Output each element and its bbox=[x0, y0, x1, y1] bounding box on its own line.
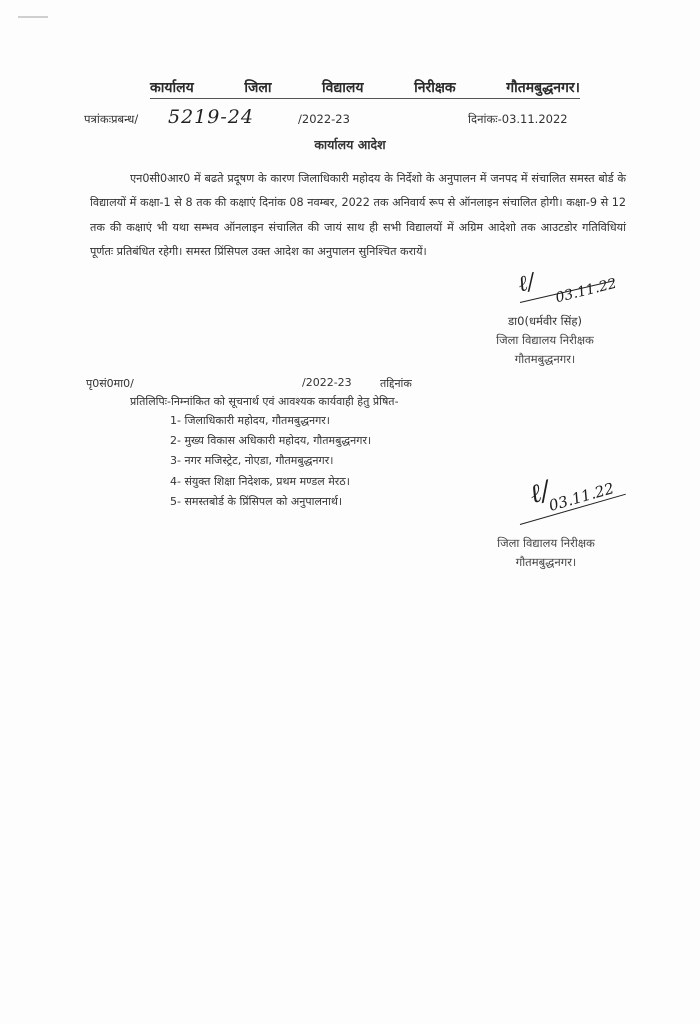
list-item: 2- मुख्य विकास अधिकारी महोदय, गौतमबुद्धनगर। bbox=[170, 434, 372, 448]
officer-designation: जिला विद्यालय निरीक्षक bbox=[496, 333, 594, 347]
header-word: गौतमबुद्धनगर। bbox=[506, 80, 580, 96]
signature-date-handwritten: 03.11.22 bbox=[546, 479, 616, 515]
endorsement-date: तद्दिनांक bbox=[380, 377, 412, 390]
reference-date: दिनांकः-03.11.2022 bbox=[468, 112, 568, 126]
list-item: 4- संयुक्त शिक्षा निदेशक, प्रथम मण्डल मेरठ। bbox=[170, 474, 350, 488]
order-title: कार्यालय आदेश bbox=[314, 137, 386, 152]
header-word: निरीक्षक bbox=[414, 80, 456, 96]
officer-signature-block bbox=[472, 534, 620, 572]
reference-number-handwritten: 5219-24 bbox=[168, 106, 254, 128]
signature-scribble: ℓ∕ bbox=[526, 475, 554, 511]
reference-line bbox=[84, 108, 584, 132]
list-item: 3- नगर मजिस्ट्रेट, नोएडा, गौतमबुद्धनगर। bbox=[170, 454, 334, 468]
signature-date-handwritten: 03.11.22 bbox=[553, 275, 619, 307]
reference-label: पत्रांकःप्रबन्ध/ bbox=[84, 112, 139, 126]
officer-place: गौतमबुद्धनगर। bbox=[515, 555, 577, 569]
officer-signature-block bbox=[470, 312, 620, 369]
order-body: एन0सी0आर0 में बढते प्रदूषण के कारण जिलाधिकारी महोदय के निर्देशो के अनुपालन में जनपद में संचालित समस्त बोर्ड के विद्यालयों में कक्षा-1 से 8 तक की कक्षाएं दिनांक 08 नवम्बर, 2022 तक अनिवार्य रूप से ऑनलाइन संचालित होगी। कक्षा-9 से 12 तक की कक्षाएं भी यथा सम्भव ऑनलाइन संचालित की जायं साथ ही सभी विद्यालयों में अग्रिम आदेशो तक आउटडोर गतिविधियां पूर्णतः प्रतिबंधित रहेगी। समस्त प्रिंसिपल उक्त आदेश का अनुपालन सुनिश्चित करायें। bbox=[90, 172, 627, 258]
endorsement-line bbox=[86, 376, 486, 394]
copy-intro: प्रतिलिपिः-निम्नांकित को सूचनार्थ एवं आवश्यक कार्यवाही हेतु प्रेषित- bbox=[130, 395, 399, 408]
reference-year: /2022-23 bbox=[298, 112, 350, 126]
header-word: विद्यालय bbox=[322, 80, 364, 96]
endorsement-year: /2022-23 bbox=[302, 376, 352, 389]
signature-scribble: ℓ∕ bbox=[515, 269, 538, 298]
endorsement-label: पृ0सं0मा0/ bbox=[86, 377, 134, 390]
list-item: 5- समस्तबोर्ड के प्रिंसिपल को अनुपालनार्थ। bbox=[170, 494, 343, 508]
officer-name: डा0(धर्मवीर सिंह) bbox=[508, 314, 582, 328]
header-underline bbox=[150, 98, 580, 99]
header-word: जिला bbox=[244, 80, 272, 96]
header-word: कार्यालय bbox=[150, 80, 194, 96]
officer-place: गौतमबुद्धनगर। bbox=[514, 352, 576, 366]
scan-artifact bbox=[18, 16, 48, 18]
office-header bbox=[150, 78, 580, 97]
officer-designation: जिला विद्यालय निरीक्षक bbox=[497, 536, 595, 550]
recipient-list bbox=[170, 411, 371, 512]
list-item: 1- जिलाधिकारी महोदय, गौतमबुद्धनगर। bbox=[170, 414, 330, 427]
